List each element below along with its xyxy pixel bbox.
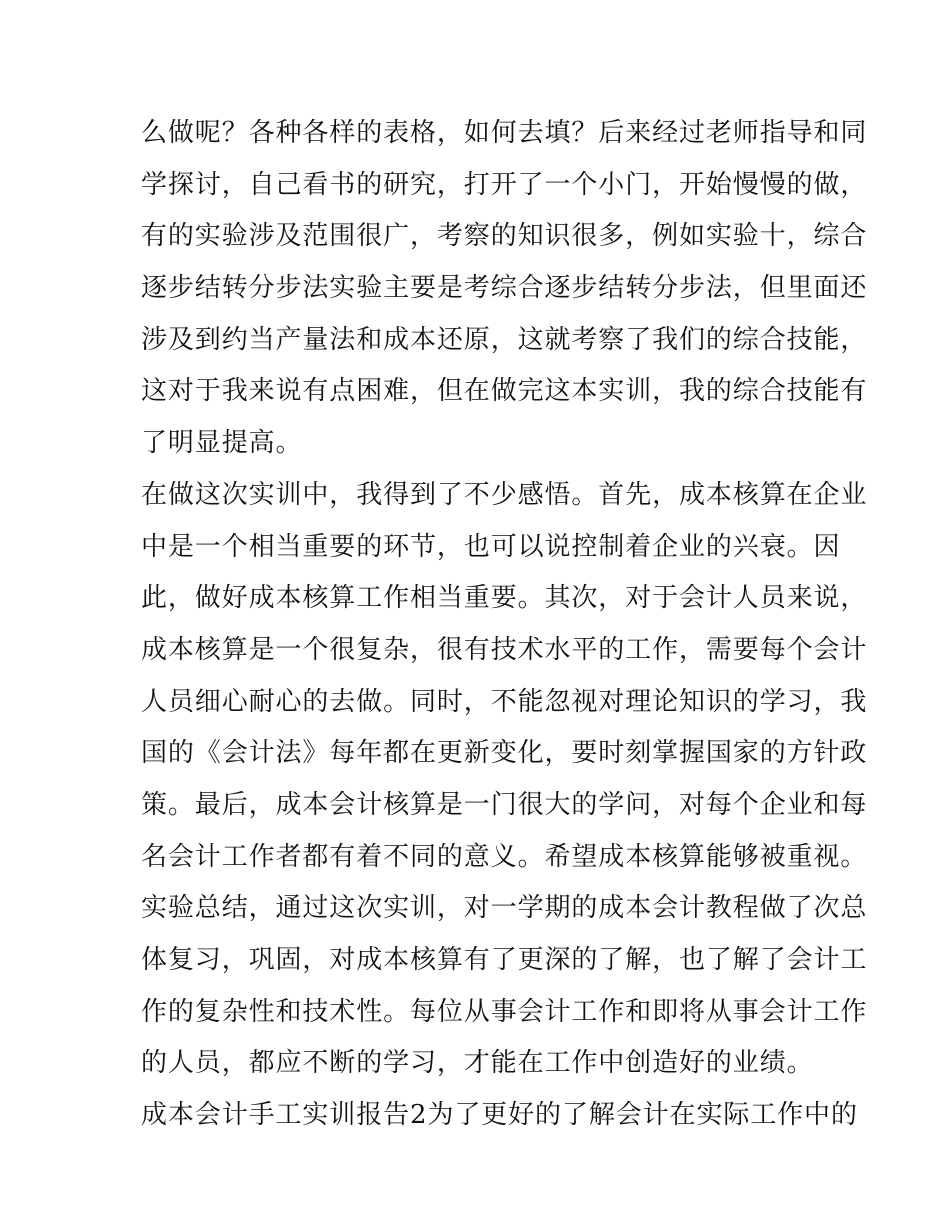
text-line: 中是一个相当重要的环节，也可以说控制着企业的兴衰。因 [141, 531, 841, 562]
text-line: 这对于我来说有点困难，但在做完这本实训，我的综合技能有 [141, 376, 868, 407]
text-line: 策。最后，成本会计核算是一门很大的学问，对每个企业和每 [141, 789, 868, 820]
text-line: 体复习，巩固，对成本核算有了更深的了解，也了解了会计工 [141, 945, 868, 975]
text-line: 作的复杂性和技术性。每位从事会计工作和即将从事会计工作 [141, 996, 868, 1027]
body-text [141, 108, 868, 1142]
text-line: 在做这次实训中，我得到了不少感悟。首先，成本核算在企业 [141, 479, 868, 510]
text-line: 逐步结转分步法实验主要是考综合逐步结转分步法，但里面还 [141, 273, 868, 304]
text-line: 人员细心耐心的去做。同时，不能忽视对理论知识的学习，我 [141, 686, 868, 717]
text-line: 成本核算是一个很复杂，很有技术水平的工作，需要每个会计 [141, 634, 868, 665]
text-line: 成本会计手工实训报告2为了更好的了解会计在实际工作中的 [141, 1100, 858, 1131]
text-line: 国的《会计法》每年都在更新变化，要时刻掌握国家的方针政 [141, 738, 868, 769]
text-line: 涉及到约当产量法和成本还原，这就考察了我们的综合技能， [141, 324, 868, 355]
text-line: 么做呢？各种各样的表格，如何去填？后来经过老师指导和同 [141, 118, 868, 148]
text-line: 了明显提高。 [141, 428, 303, 459]
text-line: 此，做好成本核算工作相当重要。其次，对于会计人员来说， [141, 583, 868, 614]
text-line: 的人员，都应不断的学习，才能在工作中创造好的业绩。 [141, 1048, 814, 1079]
text-line: 实验总结，通过这次实训，对一学期的成本会计教程做了次总 [141, 893, 868, 924]
text-line: 学探讨，自己看书的研究，打开了一个小门，开始慢慢的做， [141, 169, 868, 200]
text-line: 有的实验涉及范围很广，考察的知识很多，例如实验十，综合 [141, 221, 868, 252]
text-line: 名会计工作者都有着不同的意义。希望成本核算能够被重视。 [141, 841, 868, 872]
